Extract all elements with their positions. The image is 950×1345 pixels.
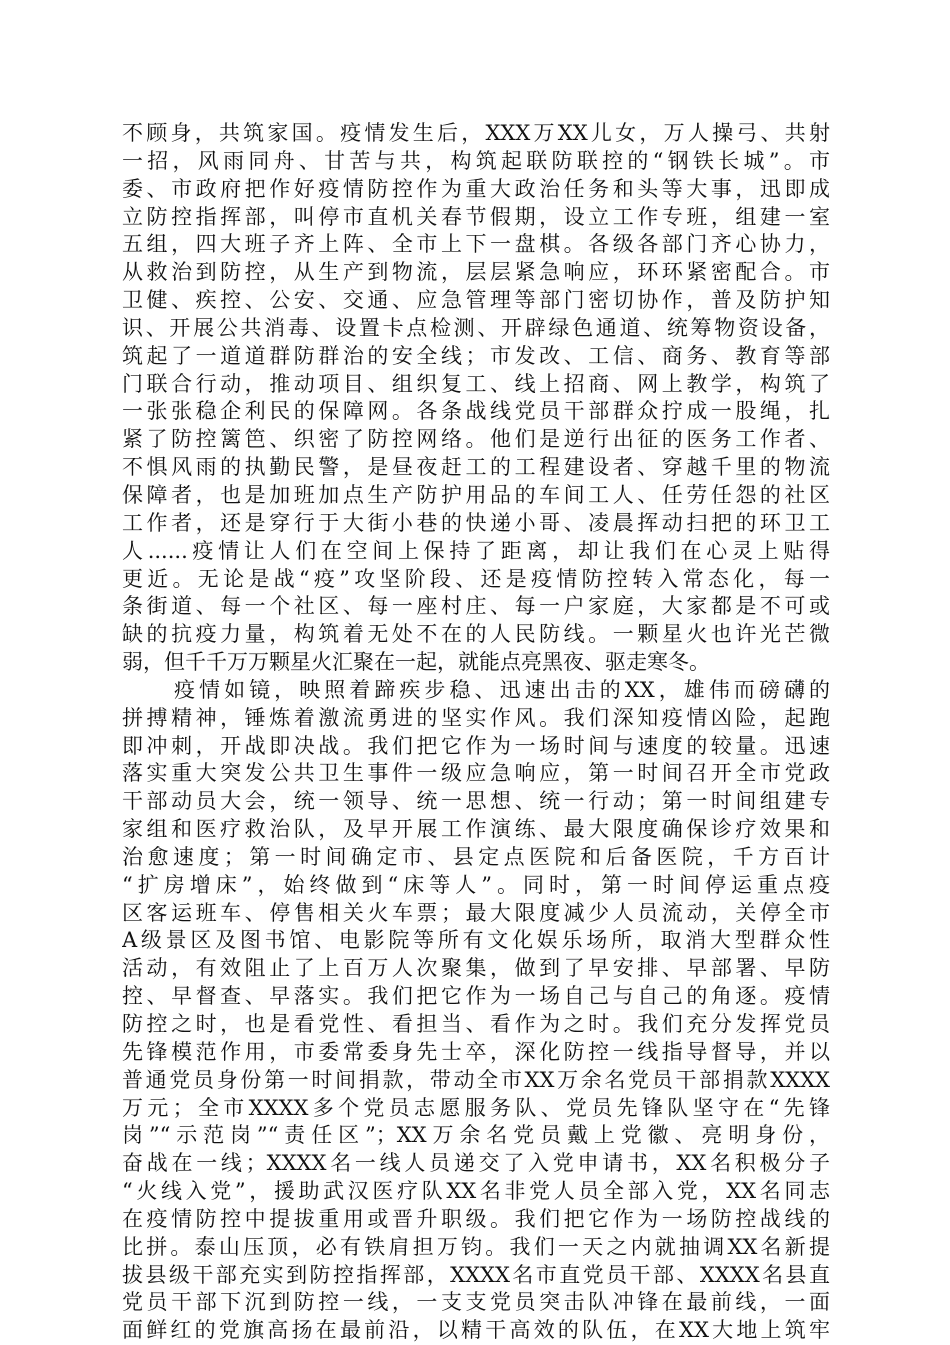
text-line: 筑起了一道道群防群治的安全线；市发改、工信、商务、教育等部 bbox=[122, 343, 830, 368]
text-line: 家组和医疗救治队，及早开展工作演练、最大限度确保诊疗效果和 bbox=[122, 817, 830, 842]
text-line: 奋战在一线；XXXX名一线人员递交了入党申请书，XX名积极分子 bbox=[122, 1151, 830, 1176]
text-line: 治愈速度；第一时间确定市、县定点医院和后备医院，千方百计 bbox=[122, 844, 830, 869]
text-line: 面鲜红的党旗高扬在最前沿，以精干高效的队伍，在XX大地上筑牢 bbox=[122, 1318, 830, 1343]
text-line: 人......疫情让人们在空间上保持了距离，却让我们在心灵上贴得 bbox=[122, 538, 830, 563]
text-line: 区客运班车、停售相关火车票；最大限度减少人员流动，关停全市 bbox=[122, 900, 830, 925]
text-line: 拔县级干部充实到防控指挥部，XXXX名市直党员干部、XXXX名县直 bbox=[122, 1262, 830, 1287]
text-line: 一张张稳企利民的保障网。各条战线党员干部群众拧成一股绳，扎 bbox=[122, 399, 830, 424]
text-line: 控、早督查、早落实。我们把它作为一场自己与自己的角逐。疫情 bbox=[122, 984, 830, 1009]
text-line: 委、市政府把作好疫情防控作为重大政治任务和头等大事，迅即成 bbox=[122, 176, 830, 201]
text-line: “扩房增床”，始终做到“床等人”。同时，第一时间停运重点疫 bbox=[122, 872, 830, 897]
text-line: 识、开展公共消毒、设置卡点检测、开辟绿色通道、统筹物资设备， bbox=[122, 315, 830, 340]
text-line: 岗”“示范岗”“责任区”；XX万余名党员戴上党徽、亮明身份， bbox=[122, 1123, 830, 1148]
text-line: 拼搏精神，锤炼着激流勇进的坚实作风。我们深知疫情凶险，起跑 bbox=[122, 705, 830, 730]
text-line: 党员干部下沉到防控一线，一支支党员突击队冲锋在最前线，一面 bbox=[122, 1290, 830, 1315]
text-line: 疫情如镜，映照着蹄疾步稳、迅速出击的XX，雄伟而磅礴的 bbox=[174, 677, 830, 702]
text-line: 缺的抗疫力量，构筑着无处不在的人民防线。一颗星火也许光芒微 bbox=[122, 622, 830, 647]
text-line: 活动，有效阻止了上百万人次聚集，做到了早安排、早部署、早防 bbox=[122, 956, 830, 981]
text-line: 落实重大突发公共卫生事件一级应急响应，第一时间召开全市党政 bbox=[122, 761, 830, 786]
text-line: 更近。无论是战“疫”攻坚阶段、还是疫情防控转入常态化，每一 bbox=[122, 566, 830, 591]
text-line: 从救治到防控，从生产到物流，层层紧急响应，环环紧密配合。市 bbox=[122, 260, 830, 285]
text-line: 弱，但千千万万颗星火汇聚在一起，就能点亮黑夜、驱走寒冬。 bbox=[122, 650, 710, 675]
text-line: 防控之时，也是看党性、看担当、看作为之时。我们充分发挥党员 bbox=[122, 1012, 830, 1036]
text-line: 五组，四大班子齐上阵、全市上下一盘棋。各级各部门齐心协力， bbox=[122, 232, 830, 257]
text-line: 不顾身，共筑家国。疫情发生后，XXX万XX儿女，万人操弓、共射 bbox=[122, 121, 830, 145]
text-line: 不惧风雨的执勤民警，是昼夜赶工的工程建设者、穿越千里的物流 bbox=[122, 455, 830, 480]
text-line: 先锋模范作用，市委常委身先士卒，深化防控一线指导督导，并以 bbox=[122, 1039, 830, 1064]
paragraph bbox=[122, 677, 830, 1345]
text-line: 卫健、疾控、公安、交通、应急管理等部门密切协作，普及防护知 bbox=[122, 288, 830, 313]
text-line: 紧了防控篱笆、织密了防控网络。他们是逆行出征的医务工作者、 bbox=[122, 427, 830, 452]
text-line: 条街道、每一个社区、每一座村庄、每一户家庭，大家都是不可或 bbox=[122, 594, 830, 619]
text-line: 门联合行动，推动项目、组织复工、线上招商、网上教学，构筑了 bbox=[122, 371, 830, 396]
body-text bbox=[122, 120, 830, 1345]
text-line: A级景区及图书馆、电影院等所有文化娱乐场所，取消大型群众性 bbox=[122, 928, 830, 953]
text-line: 在疫情防控中提拔重用或晋升职级。我们把它作为一场防控战线的 bbox=[122, 1206, 830, 1231]
text-line: 一招，风雨同舟、甘苦与共，构筑起联防联控的“钢铁长城”。市 bbox=[122, 148, 830, 173]
text-line: 比拼。泰山压顶，必有铁肩担万钧。我们一天之内就抽调XX名新提 bbox=[122, 1234, 830, 1259]
paragraph bbox=[122, 120, 830, 677]
text-line: “火线入党”，援助武汉医疗队XX名非党人员全部入党，XX名同志 bbox=[122, 1179, 830, 1204]
text-line: 万元；全市XXXX多个党员志愿服务队、党员先锋队坚守在“先锋 bbox=[122, 1095, 830, 1120]
text-line: 工作者，还是穿行于大街小巷的快递小哥、凌晨挥动扫把的环卫工 bbox=[122, 510, 830, 535]
text-line: 干部动员大会，统一领导、统一思想、统一行动；第一时间组建专 bbox=[122, 789, 830, 814]
text-line: 保障者，也是加班加点生产防护用品的车间工人、任劳任怨的社区 bbox=[122, 482, 830, 507]
text-line: 普通党员身份第一时间捐款，带动全市XX万余名党员干部捐款XXXX bbox=[122, 1067, 830, 1092]
text-line: 即冲刺，开战即决战。我们把它作为一场时间与速度的较量。迅速 bbox=[122, 733, 830, 758]
text-line: 立防控指挥部，叫停市直机关春节假期，设立工作专班，组建一室 bbox=[122, 204, 830, 229]
